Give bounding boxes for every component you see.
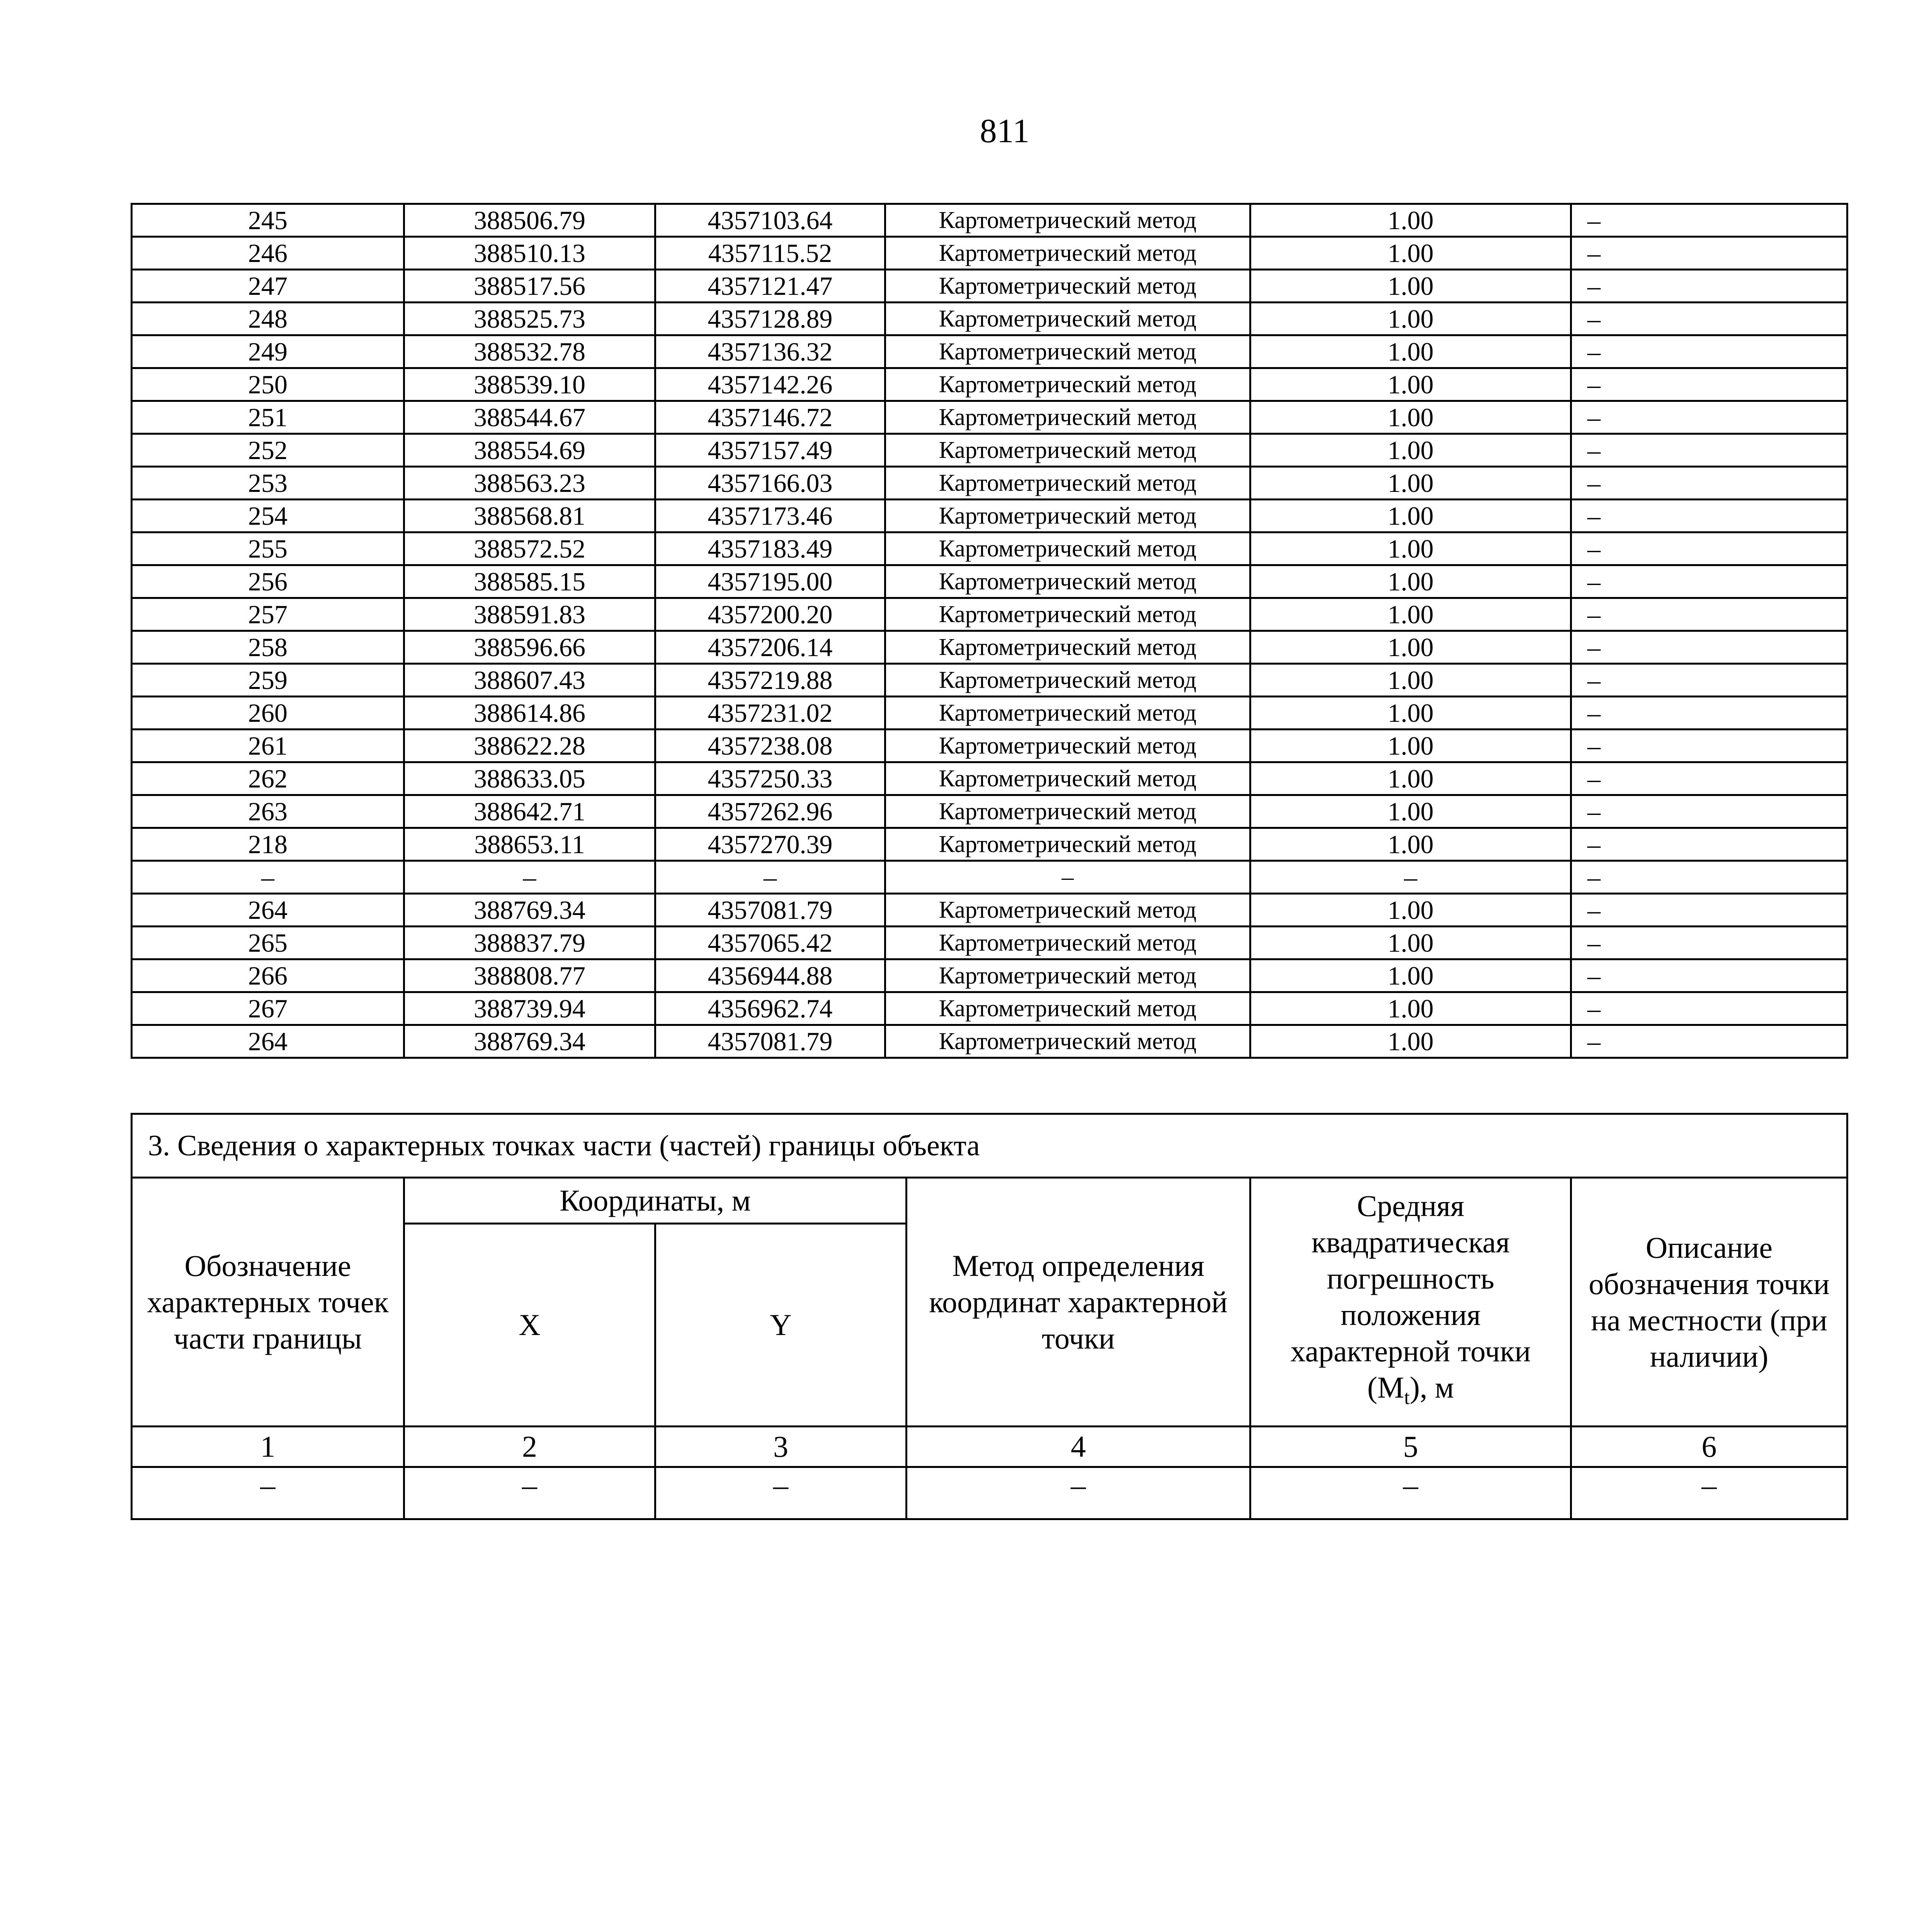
error-cell: 1.00 xyxy=(1250,270,1571,303)
y-cell: 4357121.47 xyxy=(655,270,885,303)
col-desc-header: Описание обозначения точки на местности (при наличии) xyxy=(1571,1178,1847,1427)
y-cell: 4357262.96 xyxy=(655,795,885,828)
column-number: 1 xyxy=(132,1427,404,1467)
error-cell: 1.00 xyxy=(1250,828,1571,861)
point-cell: 249 xyxy=(132,335,404,368)
point-cell: 257 xyxy=(132,598,404,631)
column-number: 6 xyxy=(1571,1427,1847,1467)
desc-cell: – xyxy=(1571,237,1847,270)
x-cell: 388554.69 xyxy=(404,434,655,467)
y-cell: 4357128.89 xyxy=(655,303,885,335)
point-cell: 248 xyxy=(132,303,404,335)
desc-cell: – xyxy=(1571,532,1847,565)
error-cell: 1.00 xyxy=(1250,927,1571,959)
y-cell: 4357200.20 xyxy=(655,598,885,631)
x-cell: 388591.83 xyxy=(404,598,655,631)
x-cell: 388532.78 xyxy=(404,335,655,368)
point-cell: 264 xyxy=(132,1025,404,1058)
desc-cell: – xyxy=(1571,992,1847,1025)
error-header-unit: ), м xyxy=(1410,1371,1454,1405)
empty-cell: – xyxy=(655,1467,907,1519)
desc-cell: – xyxy=(1571,927,1847,959)
point-cell: 253 xyxy=(132,467,404,500)
point-cell: 262 xyxy=(132,762,404,795)
table-row xyxy=(132,959,1847,992)
error-cell: 1.00 xyxy=(1250,237,1571,270)
point-cell: 251 xyxy=(132,401,404,434)
table-row xyxy=(132,894,1847,927)
col-coords-header: Координаты, м xyxy=(404,1178,907,1224)
y-cell: 4357195.00 xyxy=(655,565,885,598)
x-cell: 388739.94 xyxy=(404,992,655,1025)
error-cell: 1.00 xyxy=(1250,992,1571,1025)
error-cell: 1.00 xyxy=(1250,664,1571,697)
table-row xyxy=(132,434,1847,467)
column-numbers-row xyxy=(132,1427,1847,1467)
point-cell: 261 xyxy=(132,730,404,762)
table-row xyxy=(132,730,1847,762)
desc-cell: – xyxy=(1571,697,1847,730)
point-cell: 264 xyxy=(132,894,404,927)
error-cell: 1.00 xyxy=(1250,467,1571,500)
error-cell: 1.00 xyxy=(1250,303,1571,335)
error-cell: 1.00 xyxy=(1250,631,1571,664)
method-cell: Картометрический метод xyxy=(885,434,1250,467)
y-cell: 4357146.72 xyxy=(655,401,885,434)
col-method-header: Метод определения координат характерной точки xyxy=(907,1178,1250,1427)
table-row xyxy=(132,467,1847,500)
table-row xyxy=(132,565,1847,598)
desc-cell: – xyxy=(1571,434,1847,467)
desc-cell: – xyxy=(1571,730,1847,762)
desc-cell: – xyxy=(1571,795,1847,828)
desc-cell: – xyxy=(1571,335,1847,368)
empty-cell: – xyxy=(404,1467,655,1519)
desc-cell: – xyxy=(1571,762,1847,795)
error-cell: 1.00 xyxy=(1250,565,1571,598)
y-cell: – xyxy=(655,861,885,894)
table-row xyxy=(132,828,1847,861)
y-cell: 4357157.49 xyxy=(655,434,885,467)
error-cell: 1.00 xyxy=(1250,795,1571,828)
coordinates-table xyxy=(131,203,1848,1059)
y-cell: 4357219.88 xyxy=(655,664,885,697)
desc-cell: – xyxy=(1571,894,1847,927)
column-number: 5 xyxy=(1250,1427,1571,1467)
method-cell: Картометрический метод xyxy=(885,631,1250,664)
x-cell: 388572.52 xyxy=(404,532,655,565)
error-cell: 1.00 xyxy=(1250,697,1571,730)
method-cell: Картометрический метод xyxy=(885,401,1250,434)
table-row xyxy=(132,697,1847,730)
method-cell: Картометрический метод xyxy=(885,565,1250,598)
x-cell: – xyxy=(404,861,655,894)
method-cell: Картометрический метод xyxy=(885,598,1250,631)
point-cell: 256 xyxy=(132,565,404,598)
y-cell: 4357238.08 xyxy=(655,730,885,762)
method-cell: Картометрический метод xyxy=(885,894,1250,927)
desc-cell: – xyxy=(1571,401,1847,434)
y-cell: 4357136.32 xyxy=(655,335,885,368)
y-cell: 4357173.46 xyxy=(655,500,885,532)
point-cell: 266 xyxy=(132,959,404,992)
y-cell: 4356944.88 xyxy=(655,959,885,992)
x-cell: 388517.56 xyxy=(404,270,655,303)
table-row xyxy=(132,303,1847,335)
x-cell: 388607.43 xyxy=(404,664,655,697)
table-row xyxy=(132,927,1847,959)
y-cell: 4357250.33 xyxy=(655,762,885,795)
method-cell: Картометрический метод xyxy=(885,795,1250,828)
error-cell: – xyxy=(1250,861,1571,894)
x-cell: 388769.34 xyxy=(404,894,655,927)
desc-cell: – xyxy=(1571,959,1847,992)
method-cell: Картометрический метод xyxy=(885,500,1250,532)
point-cell: 267 xyxy=(132,992,404,1025)
point-cell: – xyxy=(132,861,404,894)
method-cell: Картометрический метод xyxy=(885,992,1250,1025)
x-cell: 388585.15 xyxy=(404,565,655,598)
y-cell: 4356962.74 xyxy=(655,992,885,1025)
method-cell: Картометрический метод xyxy=(885,1025,1250,1058)
method-cell: Картометрический метод xyxy=(885,730,1250,762)
error-cell: 1.00 xyxy=(1250,368,1571,401)
desc-cell: – xyxy=(1571,565,1847,598)
x-cell: 388837.79 xyxy=(404,927,655,959)
table-row xyxy=(132,795,1847,828)
method-cell: Картометрический метод xyxy=(885,335,1250,368)
x-cell: 388653.11 xyxy=(404,828,655,861)
desc-cell: – xyxy=(1571,270,1847,303)
method-cell: Картометрический метод xyxy=(885,303,1250,335)
method-cell: Картометрический метод xyxy=(885,828,1250,861)
error-cell: 1.00 xyxy=(1250,762,1571,795)
column-number: 2 xyxy=(404,1427,655,1467)
method-cell: Картометрический метод xyxy=(885,368,1250,401)
error-cell: 1.00 xyxy=(1250,532,1571,565)
y-cell: 4357115.52 xyxy=(655,237,885,270)
x-cell: 388539.10 xyxy=(404,368,655,401)
desc-cell: – xyxy=(1571,368,1847,401)
col-error-header xyxy=(1250,1178,1571,1427)
x-cell: 388633.05 xyxy=(404,762,655,795)
table-row xyxy=(132,237,1847,270)
table-row xyxy=(132,368,1847,401)
x-cell: 388614.86 xyxy=(404,697,655,730)
col-y-header: Y xyxy=(655,1224,907,1427)
x-cell: 388563.23 xyxy=(404,467,655,500)
col-x-header: X xyxy=(404,1224,655,1427)
desc-cell: – xyxy=(1571,861,1847,894)
x-cell: 388642.71 xyxy=(404,795,655,828)
desc-cell: – xyxy=(1571,828,1847,861)
table-row xyxy=(132,631,1847,664)
section3-table xyxy=(131,1113,1848,1520)
point-cell: 247 xyxy=(132,270,404,303)
point-cell: 258 xyxy=(132,631,404,664)
desc-cell: – xyxy=(1571,1025,1847,1058)
table-row xyxy=(132,664,1847,697)
error-cell: 1.00 xyxy=(1250,434,1571,467)
desc-cell: – xyxy=(1571,467,1847,500)
method-cell: Картометрический метод xyxy=(885,204,1250,237)
method-cell: Картометрический метод xyxy=(885,927,1250,959)
error-cell: 1.00 xyxy=(1250,1025,1571,1058)
empty-cell: – xyxy=(1571,1467,1847,1519)
x-cell: 388506.79 xyxy=(404,204,655,237)
error-cell: 1.00 xyxy=(1250,598,1571,631)
point-cell: 265 xyxy=(132,927,404,959)
y-cell: 4357206.14 xyxy=(655,631,885,664)
point-cell: 218 xyxy=(132,828,404,861)
error-cell: 1.00 xyxy=(1250,335,1571,368)
point-cell: 263 xyxy=(132,795,404,828)
table-row xyxy=(132,401,1847,434)
page-number: 811 xyxy=(980,112,1030,150)
table-row xyxy=(132,204,1847,237)
point-cell: 245 xyxy=(132,204,404,237)
section3-title: 3. Сведения о характерных точках части (частей) границы объекта xyxy=(132,1114,1847,1178)
desc-cell: – xyxy=(1571,598,1847,631)
column-number: 4 xyxy=(907,1427,1250,1467)
point-cell: 246 xyxy=(132,237,404,270)
table-row xyxy=(132,598,1847,631)
table-row xyxy=(132,762,1847,795)
error-header-main: Средняя квадратическая погрешность положения характерной точки (M xyxy=(1290,1189,1531,1405)
table-row xyxy=(132,532,1847,565)
desc-cell: – xyxy=(1571,204,1847,237)
method-cell: Картометрический метод xyxy=(885,467,1250,500)
empty-row xyxy=(132,1467,1847,1519)
method-cell: Картометрический метод xyxy=(885,270,1250,303)
y-cell: 4357103.64 xyxy=(655,204,885,237)
error-cell: 1.00 xyxy=(1250,401,1571,434)
y-cell: 4357166.03 xyxy=(655,467,885,500)
table-row xyxy=(132,270,1847,303)
empty-cell: – xyxy=(132,1467,404,1519)
empty-cell: – xyxy=(907,1467,1250,1519)
method-cell: – xyxy=(885,861,1250,894)
y-cell: 4357081.79 xyxy=(655,1025,885,1058)
method-cell: Картометрический метод xyxy=(885,959,1250,992)
table-row xyxy=(132,861,1847,894)
x-cell: 388510.13 xyxy=(404,237,655,270)
desc-cell: – xyxy=(1571,631,1847,664)
column-number: 3 xyxy=(655,1427,907,1467)
point-cell: 260 xyxy=(132,697,404,730)
table-row xyxy=(132,1025,1847,1058)
x-cell: 388544.67 xyxy=(404,401,655,434)
y-cell: 4357142.26 xyxy=(655,368,885,401)
x-cell: 388596.66 xyxy=(404,631,655,664)
method-cell: Картометрический метод xyxy=(885,664,1250,697)
x-cell: 388525.73 xyxy=(404,303,655,335)
y-cell: 4357270.39 xyxy=(655,828,885,861)
error-cell: 1.00 xyxy=(1250,959,1571,992)
x-cell: 388568.81 xyxy=(404,500,655,532)
table-row xyxy=(132,992,1847,1025)
desc-cell: – xyxy=(1571,664,1847,697)
x-cell: 388808.77 xyxy=(404,959,655,992)
method-cell: Картометрический метод xyxy=(885,532,1250,565)
point-cell: 255 xyxy=(132,532,404,565)
x-cell: 388622.28 xyxy=(404,730,655,762)
error-cell: 1.00 xyxy=(1250,894,1571,927)
method-cell: Картометрический метод xyxy=(885,697,1250,730)
error-cell: 1.00 xyxy=(1250,500,1571,532)
table-row xyxy=(132,335,1847,368)
error-cell: 1.00 xyxy=(1250,204,1571,237)
point-cell: 250 xyxy=(132,368,404,401)
y-cell: 4357065.42 xyxy=(655,927,885,959)
y-cell: 4357231.02 xyxy=(655,697,885,730)
desc-cell: – xyxy=(1571,303,1847,335)
x-cell: 388769.34 xyxy=(404,1025,655,1058)
method-cell: Картометрический метод xyxy=(885,762,1250,795)
point-cell: 259 xyxy=(132,664,404,697)
error-cell: 1.00 xyxy=(1250,730,1571,762)
col-point-header: Обозначение характерных точек части границы xyxy=(132,1178,404,1427)
desc-cell: – xyxy=(1571,500,1847,532)
y-cell: 4357183.49 xyxy=(655,532,885,565)
y-cell: 4357081.79 xyxy=(655,894,885,927)
table-row xyxy=(132,500,1847,532)
method-cell: Картометрический метод xyxy=(885,237,1250,270)
error-header-sub: t xyxy=(1404,1386,1410,1409)
point-cell: 254 xyxy=(132,500,404,532)
empty-cell: – xyxy=(1250,1467,1571,1519)
point-cell: 252 xyxy=(132,434,404,467)
